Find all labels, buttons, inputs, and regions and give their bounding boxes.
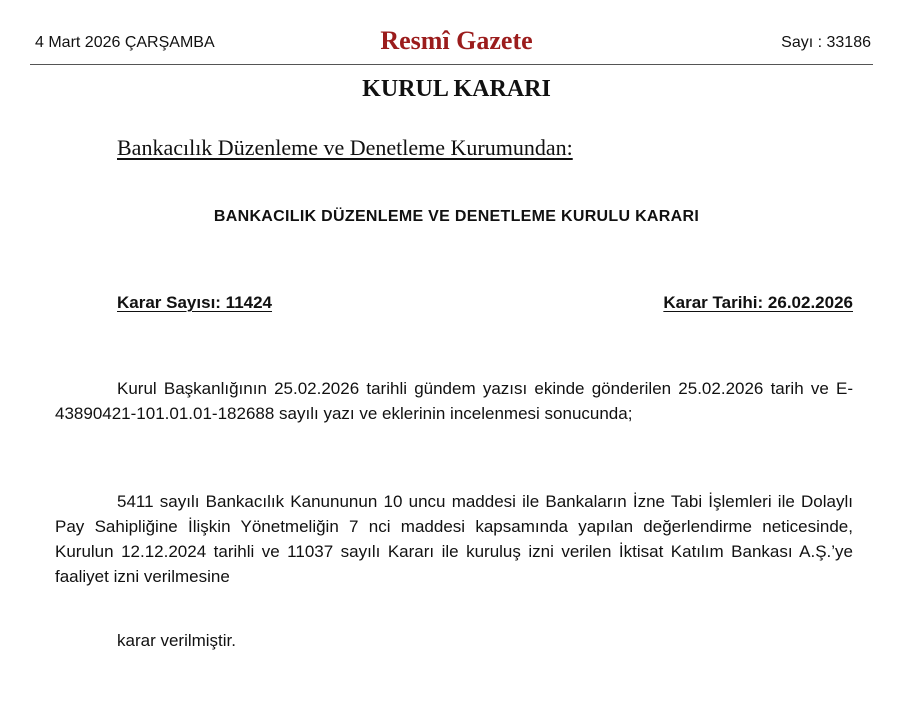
issue-number: Sayı : 33186 xyxy=(781,34,871,51)
header-divider xyxy=(30,64,873,65)
body-paragraph-1: Kurul Başkanlığının 25.02.2026 tarihli gündem yazısı ekinde gönderilen 25.02.2026 tarih ve E-43890421-101.01.01-182688 sayılı yazı ve eklerinin incelenmesi sonucunda; xyxy=(55,379,853,423)
board-decision-title: BANKACILIK DÜZENLEME VE DENETLEME KURULU KARARI xyxy=(213,208,700,225)
decision-number: Karar Sayısı: 11424 xyxy=(117,293,273,312)
publication-date: 4 Mart 2026 ÇARŞAMBA xyxy=(35,34,215,51)
section-title: KURUL KARARI xyxy=(362,76,551,102)
issuing-institution: Bankacılık Düzenleme ve Denetleme Kurumundan: xyxy=(117,135,573,160)
decision-date: Karar Tarihi: 26.02.2026 xyxy=(663,293,853,312)
closing-line: karar verilmiştir. xyxy=(117,631,237,650)
gazette-title: Resmî Gazete xyxy=(380,26,533,55)
body-paragraph-2: 5411 sayılı Bankacılık Kanununun 10 uncu maddesi ile Bankaların İzne Tabi İşlemleri ile Dolaylı Pay Sahipliğine İlişkin Yönetmeliğin 7 nci maddesi kapsamında yapılan değerlendirme neticesinde, Kurulun 12.12.2024 tarihli ve 11037 sayılı Kararı ile kuruluş izni verilen İktisat Katılım Bankası A.Ş.’ye faaliyet izni verilmesine xyxy=(55,492,853,586)
